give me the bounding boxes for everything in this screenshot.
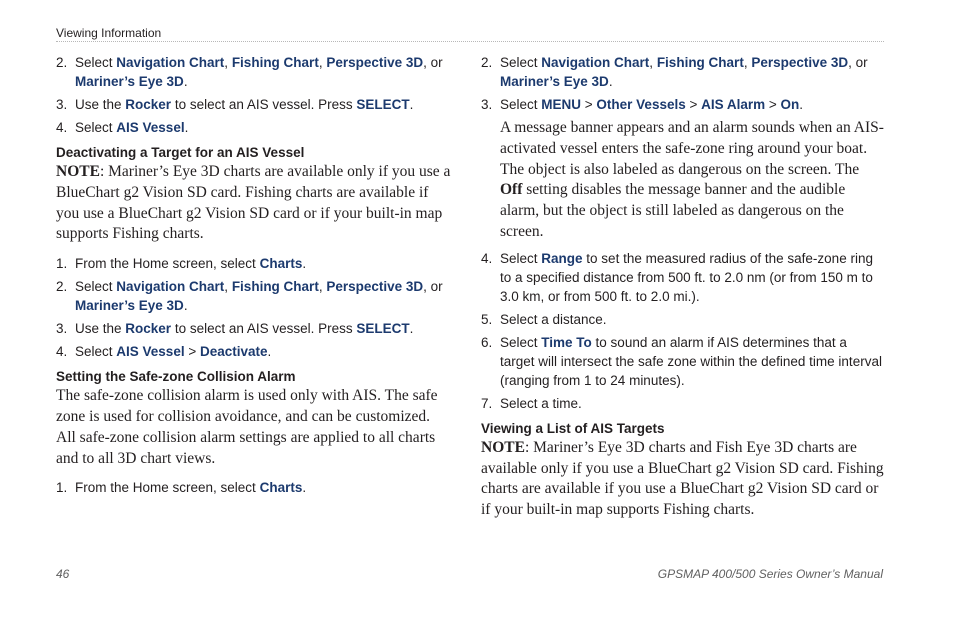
section-heading: Viewing a List of AIS Targets: [481, 420, 665, 436]
step-text: Select AIS Vessel > Deactivate.: [75, 344, 272, 360]
ui-term: Navigation Chart: [116, 279, 225, 295]
ui-term: SELECT: [356, 97, 410, 112]
step-number: 5.: [481, 311, 493, 327]
ui-term: AIS Vessel: [116, 344, 185, 360]
ui-term: Fishing Chart: [231, 279, 319, 295]
ui-term: Rocker: [125, 97, 172, 112]
step-text: Select AIS Vessel.: [75, 120, 189, 135]
step-text: Select Navigation Chart, Fishing Chart, Perspective 3D, or Mariner’s Eye 3D.: [500, 55, 868, 89]
left-column: [56, 53, 452, 501]
step-number: 1.: [56, 256, 68, 272]
step-number: 1.: [56, 480, 68, 496]
step-number: 3.: [56, 97, 68, 112]
ui-term: Perspective 3D: [751, 55, 849, 70]
step-number: 3.: [56, 321, 68, 337]
ui-term: Deactivate: [199, 344, 268, 360]
step-number: 4.: [56, 120, 68, 135]
ui-term: Charts: [259, 256, 303, 272]
ui-term: Fishing Chart: [231, 55, 319, 70]
ui-term: Navigation Chart: [541, 55, 650, 70]
step-number: 4.: [481, 250, 493, 266]
ui-term: Mariner’s Eye 3D: [75, 74, 184, 89]
step-item: [56, 95, 452, 114]
header-divider: [56, 41, 884, 42]
ui-term: Other Vessels: [596, 97, 686, 112]
ui-term: Fishing Chart: [656, 55, 744, 70]
ui-term: Rocker: [125, 321, 172, 337]
step-text: Select a distance.: [500, 311, 607, 327]
ui-term: Range: [541, 250, 583, 266]
ui-term: Mariner’s Eye 3D: [75, 298, 184, 314]
body-paragraph: The safe-zone collision alarm is used only with AIS. The safe zone is used for collision avoidance, and can be customized. All safe-zone collision alarm settings are applied to all charts and to all 3D chart views.: [56, 387, 438, 467]
step-item: [481, 310, 884, 329]
step-number: 2.: [56, 279, 68, 295]
step-text: Select Navigation Chart, Fishing Chart, Perspective 3D, or Mariner’s Eye 3D.: [75, 279, 443, 314]
ui-term: Mariner’s Eye 3D: [500, 74, 609, 89]
step-number: 3.: [481, 97, 493, 112]
step-item: [56, 277, 452, 315]
ui-term: Perspective 3D: [326, 279, 424, 295]
page-number: 46: [56, 567, 70, 581]
step-number: 4.: [56, 344, 68, 360]
step-item: [56, 319, 452, 338]
step-item: [56, 342, 452, 361]
step-description: A message banner appears and an alarm sounds when an AIS-activated vessel enters the safe-zone ring around your boat. The object is also labeled as dangerous on the screen. The Off setting disables the message banner and the audible alarm, but the object is still labeled as dangerous on the screen.: [500, 119, 884, 240]
setting-term: Off: [500, 181, 523, 199]
step-text: Select Time To to sound an alarm if AIS determines that a target will intersect the safe zone within the defined time interval (ranging from 1 to 24 minutes).: [500, 334, 882, 388]
step-item: [56, 118, 452, 137]
step-item: [481, 394, 884, 413]
ui-term: Perspective 3D: [326, 55, 424, 70]
step-item: [56, 254, 452, 273]
note-label: NOTE: [481, 438, 525, 456]
step-text: Use the Rocker to select an AIS vessel. Press SELECT.: [75, 97, 414, 112]
ui-term: Charts: [259, 480, 303, 496]
ui-term: Navigation Chart: [116, 55, 225, 70]
step-text: From the Home screen, select Charts.: [75, 256, 307, 272]
manual-title: GPSMAP 400/500 Series Owner’s Manual: [657, 567, 883, 581]
step-item: [481, 53, 884, 91]
section-heading: Setting the Safe-zone Collision Alarm: [56, 369, 296, 385]
ui-term: SELECT: [356, 321, 410, 337]
step-text: Select a time.: [500, 395, 582, 411]
step-number: 7.: [481, 395, 493, 411]
step-number: 6.: [481, 334, 493, 350]
step-text: From the Home screen, select Charts.: [75, 480, 307, 496]
ui-term: On: [780, 97, 800, 112]
step-item: [481, 249, 884, 306]
running-header: Viewing Information: [56, 26, 162, 40]
ui-term: AIS Alarm: [701, 97, 766, 112]
right-column: [481, 53, 884, 530]
step-number: 2.: [56, 55, 68, 70]
step-item: [481, 333, 884, 390]
step-item: [56, 53, 452, 91]
section-heading: Deactivating a Target for an AIS Vessel: [56, 145, 305, 160]
step-text: Select MENU > Other Vessels > AIS Alarm > On.: [500, 97, 804, 112]
step-text: Select Navigation Chart, Fishing Chart, Perspective 3D, or Mariner’s Eye 3D.: [75, 55, 443, 89]
step-text: Select Range to set the measured radius of the safe-zone ring to a specified distance from 500 ft. to 2.0 nm (or from 150 m to 3.0 km, or from 500 ft. to 2.0 mi.).: [500, 250, 873, 304]
step-number: 2.: [481, 55, 493, 70]
note-paragraph: NOTE: Mariner’s Eye 3D charts and Fish Eye 3D charts are available only if you use a BlueChart g2 Vision SD card. Fishing charts are available if you use a BlueChart g2 Vision SD card or if your built-in map supports Fishing charts.: [481, 438, 884, 519]
ui-term: MENU: [541, 97, 582, 112]
step-item: [56, 478, 452, 497]
ui-term: Time To: [541, 334, 592, 350]
note-label: NOTE: [56, 163, 100, 180]
note-paragraph: NOTE: Mariner’s Eye 3D charts are available only if you use a BlueChart g2 Vision SD card. Fishing charts are available if you use a BlueChart g2 Vision SD card or if your built-in map supports Fishing charts.: [56, 163, 451, 243]
ui-term: AIS Vessel: [116, 120, 185, 135]
step-item: [481, 95, 884, 114]
step-text: Use the Rocker to select an AIS vessel. Press SELECT.: [75, 321, 414, 337]
